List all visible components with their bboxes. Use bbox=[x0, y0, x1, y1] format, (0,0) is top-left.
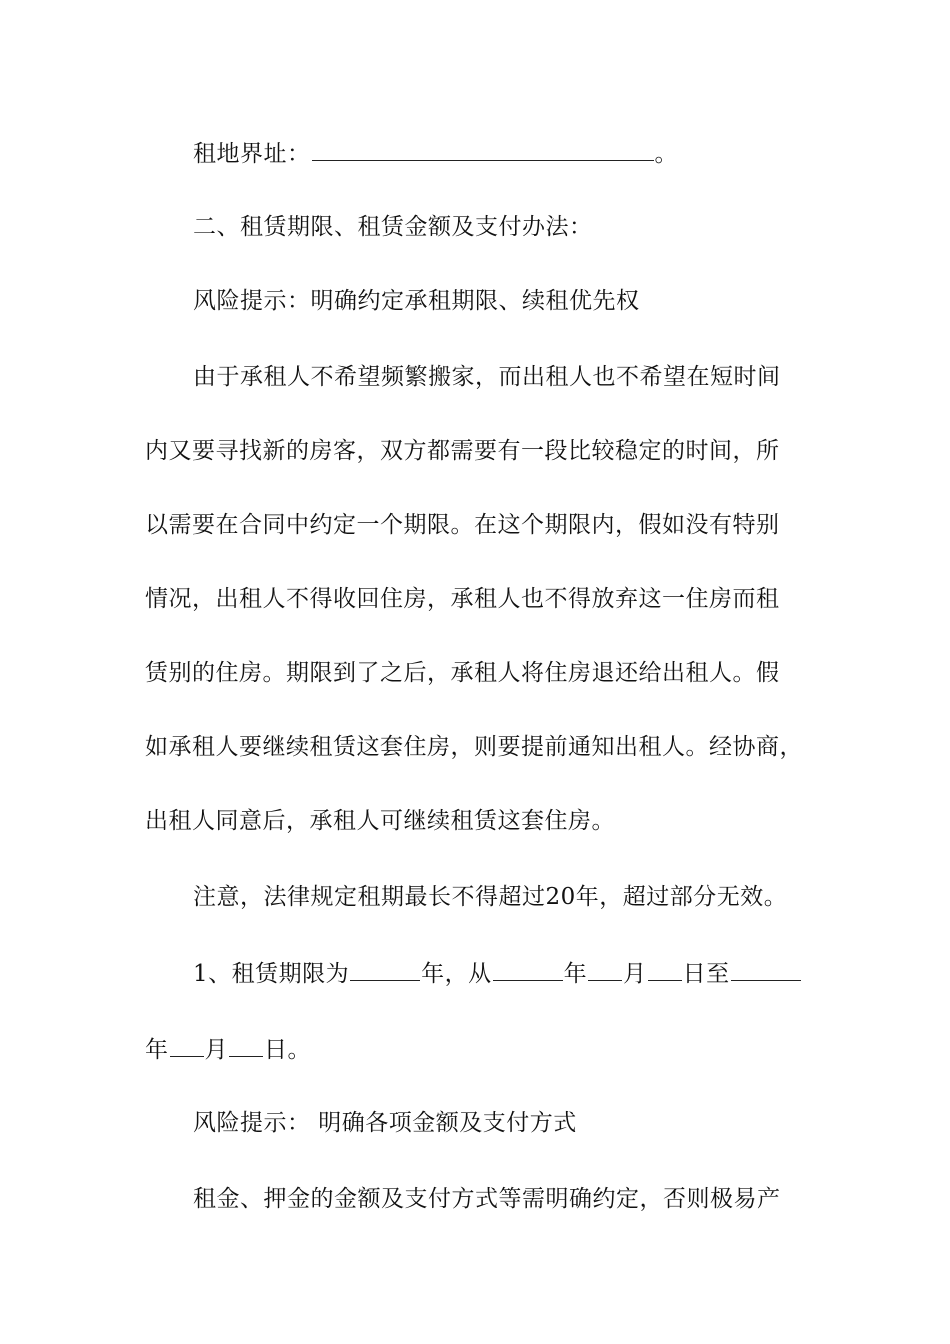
end-month-blank bbox=[170, 1034, 204, 1057]
term-text: 月 bbox=[623, 961, 647, 987]
risk-tip-term: 风险提示：明确约定承租期限、续租优先权 bbox=[193, 288, 640, 314]
lease-term-item-cont bbox=[145, 1034, 825, 1065]
paragraph-line: 出租人同意后，承租人可继续租赁这套住房。 bbox=[145, 808, 615, 834]
legal-note: 注意，法律规定租期最长不得超过20年，超过部分无效。 bbox=[193, 884, 788, 910]
term-text: 月 bbox=[204, 1037, 228, 1063]
term-text: 年 bbox=[563, 961, 588, 987]
term-prefix: 1、租赁期限为 bbox=[193, 961, 350, 987]
term-years-blank bbox=[350, 958, 420, 981]
paragraph-line: 内又要寻找新的房客，双方都需要有一段比较稳定的时间，所 bbox=[145, 438, 780, 464]
term-text: 年 bbox=[145, 1037, 169, 1063]
paragraph-line: 以需要在合同中约定一个期限。在这个期限内，假如没有特别 bbox=[145, 512, 780, 538]
lease-term-item bbox=[145, 958, 873, 989]
end-day-blank bbox=[229, 1034, 263, 1057]
start-day-blank bbox=[648, 958, 682, 981]
paragraph-line: 如承租人要继续租赁这套住房，则要提前通知出租人。经协商， bbox=[145, 734, 803, 760]
boundary-label: 租地界址： bbox=[193, 141, 311, 167]
paragraph-line: 情况，出租人不得收回住房，承租人也不得放弃这一住房而租 bbox=[145, 586, 780, 612]
paragraph-line: 赁别的住房。期限到了之后，承租人将住房退还给出租人。假 bbox=[145, 660, 780, 686]
risk-tip-payment: 风险提示： 明确各项金额及支付方式 bbox=[193, 1110, 577, 1136]
paragraph-line: 租金、押金的金额及支付方式等需明确约定，否则极易产 bbox=[193, 1186, 781, 1212]
section-heading: 二、租赁期限、租赁金额及支付办法： bbox=[193, 214, 593, 240]
start-month-blank bbox=[588, 958, 622, 981]
term-text: 日。 bbox=[264, 1037, 311, 1063]
boundary-blank bbox=[312, 138, 654, 161]
end-year-blank bbox=[731, 958, 801, 981]
term-text: 年，从 bbox=[421, 961, 492, 987]
term-text: 日至 bbox=[682, 961, 730, 987]
boundary-line bbox=[145, 138, 873, 169]
boundary-end: 。 bbox=[654, 141, 678, 167]
paragraph-line: 由于承租人不希望频繁搬家，而出租人也不希望在短时间 bbox=[193, 364, 781, 390]
start-year-blank bbox=[493, 958, 563, 981]
